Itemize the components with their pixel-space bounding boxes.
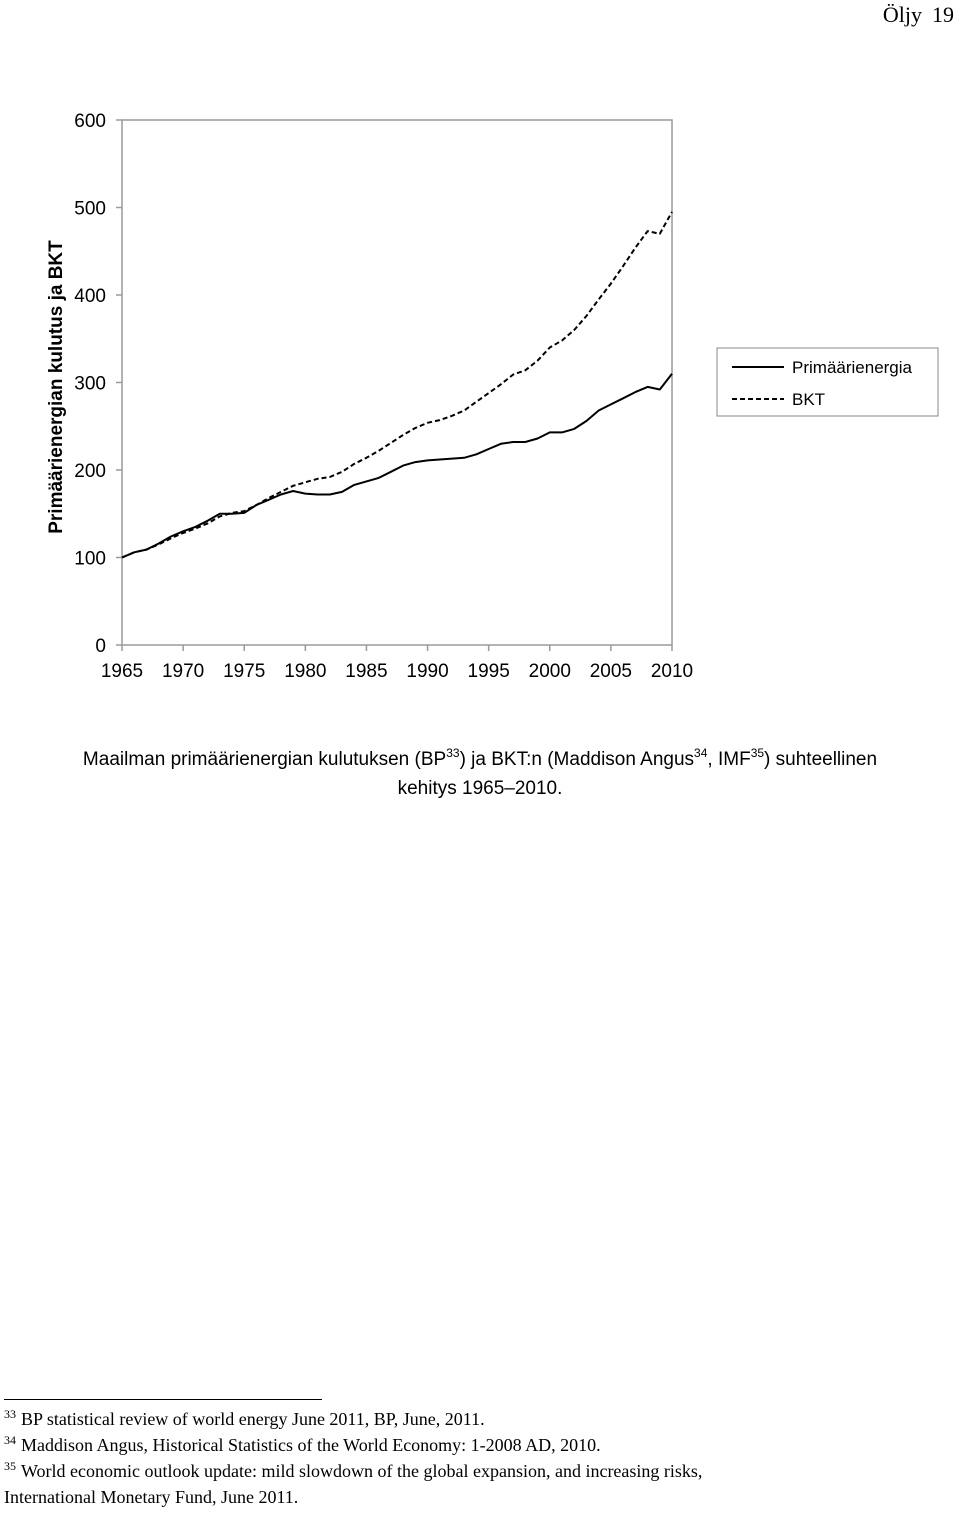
caption-ref-35[interactable]: 35: [750, 746, 765, 760]
x-tick-label: 1970: [161, 661, 205, 682]
page-number: 19: [932, 2, 954, 27]
y-tick-label: 400: [74, 286, 106, 307]
footnote-number: 35: [4, 1459, 16, 1473]
y-tick-label: 200: [74, 461, 106, 482]
x-tick-label: 1985: [345, 661, 388, 682]
footnote-text: World economic outlook update: mild slowdown of the global expansion, and increasing risks,: [21, 1461, 703, 1481]
caption-line-2: kehitys 1965–2010.: [397, 777, 563, 799]
x-tick-label: 1965: [100, 661, 144, 682]
footnote-number: 33: [4, 1407, 16, 1421]
footnote: [4, 1406, 954, 1432]
series-line-primaarienergia: [122, 374, 672, 558]
footnote-separator: [4, 1399, 322, 1400]
caption-ref-33[interactable]: 33: [446, 746, 460, 760]
footnote-number: 34: [4, 1433, 16, 1447]
legend: [717, 348, 938, 416]
y-axis-ticks: [74, 111, 122, 657]
x-tick-label: 1990: [406, 661, 449, 682]
series-line-bkt: [122, 212, 672, 558]
footnote: [4, 1432, 954, 1458]
x-tick-label: 1995: [467, 661, 510, 682]
caption-ref-34[interactable]: 34: [694, 746, 708, 760]
x-axis-ticks: [101, 645, 693, 682]
caption-text-3: , IMF: [707, 749, 751, 770]
plot-area: [122, 120, 672, 645]
y-axis-label: Primäärienergian kulutus ja BKT: [46, 240, 67, 534]
y-tick-label: 500: [74, 198, 106, 220]
series-lines: [122, 212, 672, 558]
line-chart: [0, 90, 960, 690]
x-tick-label: 2005: [589, 661, 633, 682]
footnote-text: Maddison Angus, Historical Statistics of the World Economy: 1-2008 AD, 2010.: [21, 1435, 601, 1455]
footnote-continuation: [4, 1484, 954, 1510]
caption-text-4: ) suhteellinen: [764, 749, 878, 770]
x-tick-label: 2000: [528, 661, 571, 682]
footnotes: [4, 1406, 954, 1510]
x-tick-label: 1980: [284, 661, 327, 682]
x-tick-label: 1975: [223, 661, 266, 682]
footnote-text: International Monetary Fund, June 2011.: [4, 1487, 299, 1507]
legend-label-bkt: BKT: [792, 390, 826, 409]
caption-line-1: [0, 746, 960, 775]
footnote-text: BP statistical review of world energy June 2011, BP, June, 2011.: [21, 1409, 485, 1429]
x-tick-label: 2010: [650, 661, 694, 682]
y-tick-label: 600: [74, 111, 106, 132]
header-title: Öljy: [882, 2, 922, 27]
y-tick-label: 0: [95, 636, 106, 657]
footnote: [4, 1458, 954, 1484]
y-tick-label: 300: [74, 373, 106, 395]
legend-label-primaarienergia: Primäärienergia: [792, 358, 912, 377]
page-header: [883, 2, 954, 28]
figure-caption: [0, 746, 960, 803]
caption-text-1: Maailman primäärienergian kulutuksen (BP: [82, 749, 447, 770]
caption-text-2: ) ja BKT:n (Maddison Angus: [459, 749, 695, 770]
y-tick-label: 100: [74, 548, 106, 570]
